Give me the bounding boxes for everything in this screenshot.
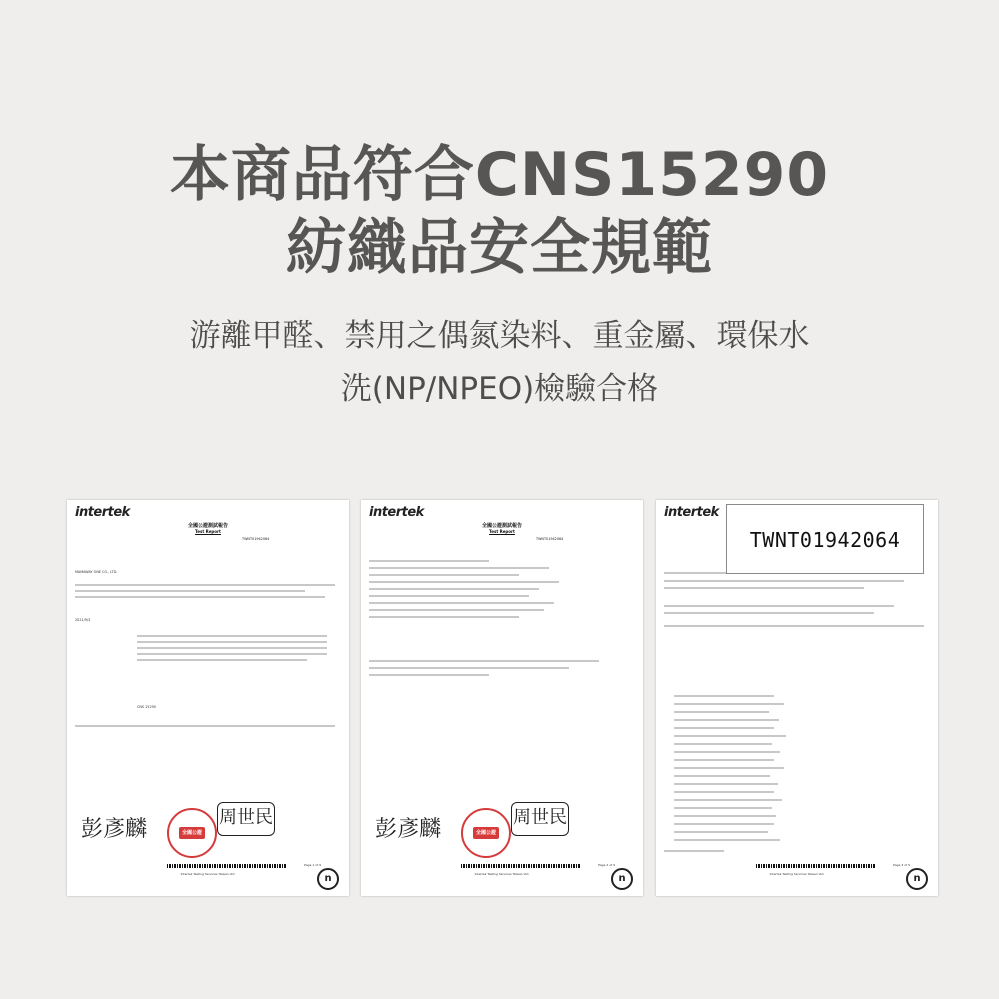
page-number: Page 3 of 9 <box>893 863 910 867</box>
text-line <box>369 595 529 597</box>
subheading-line-2: 洗(NP/NPEO)檢驗合格 <box>340 371 659 407</box>
text-line <box>369 560 489 562</box>
text-line <box>674 735 786 737</box>
text-line <box>674 799 782 801</box>
headline-line-1: 本商品符合CNS15290 <box>169 140 830 210</box>
text-line <box>674 695 774 697</box>
intertek-logo: intertek <box>664 505 719 520</box>
text-line <box>369 567 549 569</box>
text-line <box>75 584 335 586</box>
text-line <box>369 574 519 576</box>
headline-line-2: 紡織品安全規範 <box>286 213 713 283</box>
company-stamp: 全國公證 <box>167 808 217 858</box>
report-title-zh: 全國公證測試報告 <box>187 523 228 529</box>
text-line <box>674 719 779 721</box>
text-line <box>674 711 769 713</box>
n-circle-icon: n <box>906 868 928 890</box>
page-number: Page 2 of 9 <box>598 863 615 867</box>
certificate-page-2 <box>361 500 643 896</box>
text-line <box>674 807 772 809</box>
subheading-line-1: 游離甲醛、禁用之偶氮染料、重金屬、環保水 <box>189 318 810 354</box>
intertek-logo: intertek <box>369 505 424 520</box>
text-line <box>674 839 780 841</box>
signature-right: 周世民 <box>217 802 275 836</box>
signature-left: 彭彥麟 <box>81 817 148 842</box>
text-line <box>674 775 770 777</box>
text-line <box>369 588 539 590</box>
applicant: MAMAWAY ONE CO., LTD. <box>75 570 118 574</box>
text-line <box>674 823 774 825</box>
n-circle-icon: n <box>611 868 633 890</box>
text-line <box>137 647 327 649</box>
text-line <box>369 674 489 676</box>
intertek-logo: intertek <box>75 505 130 520</box>
barcode <box>756 864 876 868</box>
page-number: Page 1 of 9 <box>304 863 321 867</box>
report-title-en: Test Report <box>195 529 221 534</box>
text-line <box>369 581 559 583</box>
text-line <box>674 727 774 729</box>
signature-left: 彭彥麟 <box>375 817 442 842</box>
company-footer: Intertek Testing Services Taiwan Ltd. <box>474 872 530 876</box>
report-title-en: Test Report <box>489 529 515 534</box>
barcode <box>461 864 581 868</box>
text-line <box>674 815 776 817</box>
report-number-callout: TWNT01942064 <box>726 504 924 574</box>
text-line <box>369 667 569 669</box>
company-footer: Intertek Testing Services Taiwan Ltd. <box>769 872 825 876</box>
text-line <box>369 616 519 618</box>
text-line <box>137 635 327 637</box>
signature-right: 周世民 <box>511 802 569 836</box>
company-stamp: 全國公證 <box>461 808 511 858</box>
text-line <box>137 653 327 655</box>
text-line <box>664 612 874 614</box>
report-number: TWNT01942064 <box>242 537 270 541</box>
report-number: TWNT01942064 <box>536 537 564 541</box>
certificate-page-1 <box>67 500 349 896</box>
text-line <box>664 605 894 607</box>
text-line <box>674 831 768 833</box>
text-line <box>674 759 774 761</box>
text-line <box>369 609 544 611</box>
standard: CNS 15290 <box>137 705 156 709</box>
barcode <box>167 864 287 868</box>
text-line <box>75 596 325 598</box>
text-line <box>674 767 784 769</box>
text-line <box>674 783 778 785</box>
text-line <box>664 850 724 852</box>
text-line <box>75 725 335 727</box>
text-line <box>664 587 864 589</box>
text-line <box>75 590 305 592</box>
text-line <box>369 660 599 662</box>
n-circle-icon: n <box>317 868 339 890</box>
text-line <box>674 791 774 793</box>
text-line <box>137 659 307 661</box>
text-line <box>664 580 904 582</box>
text-line <box>664 625 924 627</box>
date-received: 2021/9/3 <box>75 618 91 622</box>
report-title-zh: 全國公證測試報告 <box>481 523 522 529</box>
text-line <box>674 703 784 705</box>
company-footer: Intertek Testing Services Taiwan Ltd. <box>180 872 236 876</box>
text-line <box>674 751 780 753</box>
text-line <box>137 641 327 643</box>
text-line <box>369 602 554 604</box>
text-line <box>674 743 772 745</box>
